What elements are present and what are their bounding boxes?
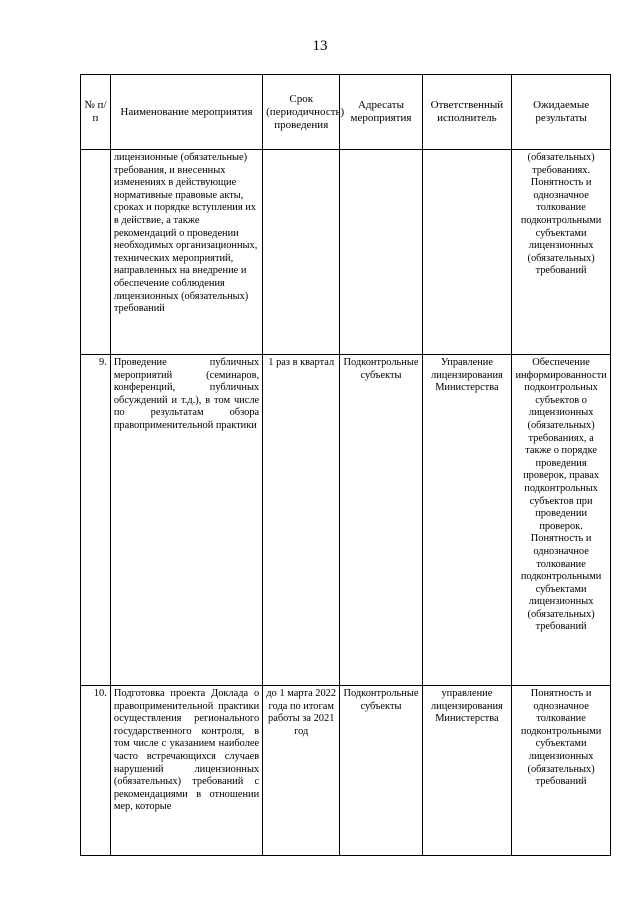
row-addressees: Подконтрольные субъекты bbox=[340, 355, 422, 686]
row-term: до 1 марта 2022 года по итогам работы за 2021 год bbox=[263, 686, 340, 856]
header-results: Ожидаемые результаты bbox=[512, 75, 611, 150]
table-header-row bbox=[81, 75, 611, 150]
table-row bbox=[81, 150, 611, 355]
row-results: Обеспечение информированности подконтрольных субъектов о лицензионных (обязательных) требованиях, а также о порядке проведения проверок, правах подконтрольных субъектов при проведении проверок. Понятность и однозначное толкование подконтрольными субъектами лицензионных (обязательных) требований bbox=[512, 355, 611, 686]
header-executor: Ответственный исполнитель bbox=[422, 75, 512, 150]
row-name: Проведение публичных мероприятий (семинаров, конференций, публичных обсуждений и т.д.), в том числе по результатам обзора правоприменительной практики bbox=[110, 355, 262, 686]
row-results: (обязательных) требованиях. Понятность и однозначное толкование подконтрольными субъектами лицензионных (обязательных) требований bbox=[512, 150, 611, 355]
row-addressees bbox=[340, 150, 422, 355]
row-name: лицензионные (обязательные) требования, и внесенных изменениях в действующие нормативные правовые акты, сроках и порядке вступления их в действие, а также рекомендаций о проведении необходимых организационных, технических мероприятий, направленных на внедрение и обеспечение соблюдения лицензионных (обязательных) требований bbox=[110, 150, 262, 355]
row-num: 9. bbox=[81, 355, 111, 686]
header-num: № п/п bbox=[81, 75, 111, 150]
row-results: Понятность и однозначное толкование подконтрольными субъектами лицензионных (обязательных) требований bbox=[512, 686, 611, 856]
table-row bbox=[81, 355, 611, 686]
row-num: 10. bbox=[81, 686, 111, 856]
row-name: Подготовка проекта Доклада о правоприменительной практики осуществления регионального государственного контроля, в том числе с указанием наиболее часто встречающихся случаев нарушений лицензионных (обязательных) требований с рекомендациями в отношении мер, которые bbox=[110, 686, 262, 856]
page-number: 13 bbox=[312, 38, 328, 54]
row-executor: Управление лицензирования Министерства bbox=[422, 355, 512, 686]
row-term: 1 раз в квартал bbox=[263, 355, 340, 686]
row-num bbox=[81, 150, 111, 355]
header-name: Наименование мероприятия bbox=[110, 75, 262, 150]
header-term: Срок (периодичность) проведения bbox=[263, 75, 340, 150]
events-table bbox=[80, 74, 611, 856]
row-term bbox=[263, 150, 340, 355]
header-addressees: Адресаты мероприятия bbox=[340, 75, 422, 150]
row-addressees: Подконтрольные субъекты bbox=[340, 686, 422, 856]
table-row bbox=[81, 686, 611, 856]
row-executor: управление лицензирования Министерства bbox=[422, 686, 512, 856]
row-executor bbox=[422, 150, 512, 355]
